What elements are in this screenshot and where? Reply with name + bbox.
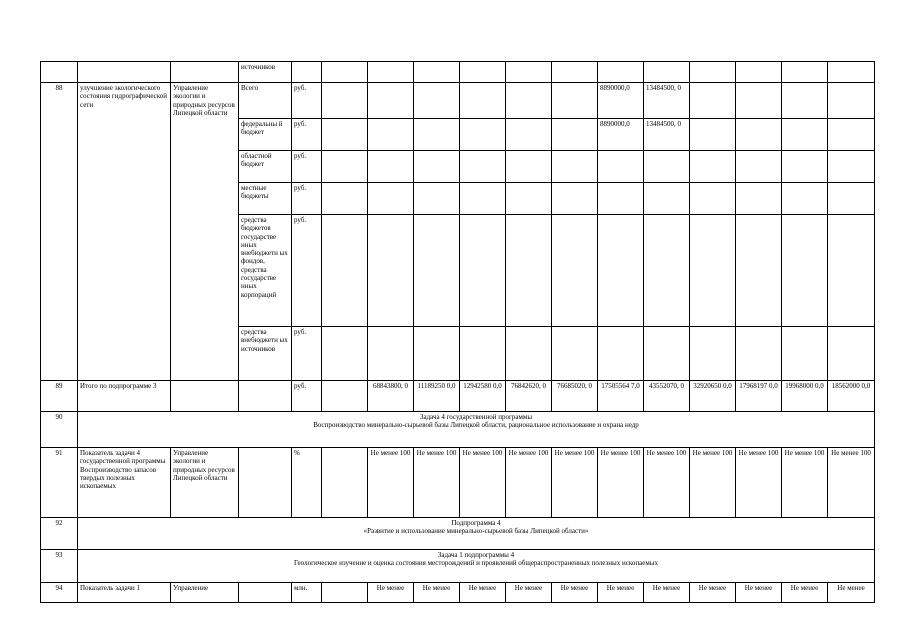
table-cell	[171, 381, 239, 412]
table-cell	[552, 327, 598, 381]
value-cell: 17968197 0,0	[736, 381, 782, 412]
table-cell	[414, 183, 460, 215]
value-cell	[598, 215, 644, 327]
table-cell	[41, 62, 78, 83]
value-cell	[644, 151, 690, 183]
table-cell	[414, 151, 460, 183]
unit: руб.	[292, 327, 322, 381]
table-cell	[414, 215, 460, 327]
table-cell	[828, 119, 875, 151]
value-cell	[598, 327, 644, 381]
value-cell: Не менее	[736, 583, 782, 603]
table-row	[41, 583, 875, 603]
row-number: 89	[41, 381, 78, 412]
value-cell: Не менее 100	[368, 448, 414, 518]
measure-name: Итого по подпрограмме 3	[78, 381, 171, 412]
value-cell: Не менее 100	[414, 448, 460, 518]
value-cell: 13484500, 0	[644, 83, 690, 119]
table-cell	[598, 62, 644, 83]
table-cell	[782, 119, 828, 151]
table-cell	[690, 183, 736, 215]
table-cell	[690, 62, 736, 83]
table-row	[41, 412, 875, 448]
row-number: 92	[41, 518, 78, 550]
value-cell: 76685020, 0	[552, 381, 598, 412]
value-cell: Не менее	[552, 583, 598, 603]
task-header	[78, 412, 875, 448]
value-cell: Не менее	[414, 583, 460, 603]
table-cell	[460, 119, 506, 151]
table-cell	[690, 119, 736, 151]
value-cell: Не менее	[782, 583, 828, 603]
value-cell: Не менее 100	[460, 448, 506, 518]
table-cell	[239, 381, 292, 412]
value-cell: 12942580 0,0	[460, 381, 506, 412]
table-cell	[736, 62, 782, 83]
table-row	[41, 518, 875, 550]
source-label: Всего	[239, 83, 292, 119]
table-cell	[368, 151, 414, 183]
value-cell: 68843800, 0	[368, 381, 414, 412]
table-cell	[506, 62, 552, 83]
table-cell	[736, 183, 782, 215]
executor: Управление экологии и природных ресурсов Липецкой области	[171, 448, 239, 518]
value-cell: Не менее 100	[552, 448, 598, 518]
unit: руб.	[292, 381, 322, 412]
table-cell	[506, 119, 552, 151]
table-cell	[414, 83, 460, 119]
table-cell	[506, 215, 552, 327]
table-cell	[368, 183, 414, 215]
value-cell: 11189250 0,0	[414, 381, 460, 412]
value-cell: 76842620, 0	[506, 381, 552, 412]
table-cell	[782, 83, 828, 119]
value-cell: 43552070, 0	[644, 381, 690, 412]
unit: %	[292, 448, 322, 518]
table-cell	[460, 183, 506, 215]
subprogram-header	[78, 518, 875, 550]
task-subtitle: Геологическое изучение и оценка состояния месторождений и проявлений общераспространенных полезных ископаемых	[294, 559, 658, 568]
executor: Управление экологии и природных ресурсов Липецкой области	[171, 83, 239, 381]
table-cell	[736, 215, 782, 327]
value-cell: 8890000,0	[598, 83, 644, 119]
value-cell: Не менее	[598, 583, 644, 603]
row-number: 90	[41, 412, 78, 448]
table-cell	[322, 381, 368, 412]
table-cell	[322, 327, 368, 381]
source-label: средства бюджетов государстве нных внебюджетн ых фондов, средства государстве нных корпораций	[239, 215, 292, 327]
table-cell	[78, 62, 171, 83]
table-cell	[322, 183, 368, 215]
value-cell: Не менее	[644, 583, 690, 603]
executor: Управление	[171, 583, 239, 603]
value-cell: Не менее	[506, 583, 552, 603]
table-cell	[322, 215, 368, 327]
unit: руб.	[292, 183, 322, 215]
measure-name: Показатель задачи 4 государственной программы Воспроизводство запасов твердых полезных ископаемых	[78, 448, 171, 518]
table-cell	[368, 327, 414, 381]
table-cell	[414, 62, 460, 83]
table-cell	[736, 119, 782, 151]
row-number: 93	[41, 550, 78, 583]
value-cell: 18562000 0,0	[828, 381, 875, 412]
value-cell	[644, 327, 690, 381]
value-cell	[598, 183, 644, 215]
value-cell: 17505564 7,0	[598, 381, 644, 412]
table-cell	[552, 83, 598, 119]
table-cell	[460, 83, 506, 119]
subprogram-title: Подпрограмма 4	[451, 519, 501, 527]
table-row	[41, 62, 875, 83]
value-cell: Не менее 100	[782, 448, 828, 518]
table-cell	[322, 119, 368, 151]
table-cell	[828, 327, 875, 381]
value-cell: Не менее	[690, 583, 736, 603]
table-cell	[414, 119, 460, 151]
value-cell: Не менее 100	[644, 448, 690, 518]
table-cell	[460, 327, 506, 381]
table-cell	[506, 83, 552, 119]
budget-table	[40, 61, 875, 603]
table-cell	[368, 215, 414, 327]
value-cell: 13484500, 0	[644, 119, 690, 151]
value-cell: Не менее 100	[828, 448, 875, 518]
table-cell	[322, 583, 368, 603]
row-number: 91	[41, 448, 78, 518]
table-cell	[828, 62, 875, 83]
table-cell	[506, 151, 552, 183]
task-title: Задача 4 государственной программы	[419, 413, 533, 421]
table-cell	[690, 327, 736, 381]
table-row	[41, 448, 875, 518]
task-header	[78, 550, 875, 583]
table-cell	[828, 215, 875, 327]
unit: руб.	[292, 83, 322, 119]
table-cell	[239, 448, 292, 518]
task-title: Задача 1 подпрограммы 4	[437, 551, 515, 559]
source-label: местные бюджеты	[239, 183, 292, 215]
table-cell	[552, 119, 598, 151]
table-cell	[171, 62, 239, 83]
value-cell: Не менее 100	[506, 448, 552, 518]
table-cell	[828, 151, 875, 183]
table-cell	[414, 327, 460, 381]
table-cell	[828, 83, 875, 119]
value-cell: Не менее 100	[690, 448, 736, 518]
measure-name: Показатель задачи 1	[78, 583, 171, 603]
value-cell: 19968000 0,0	[782, 381, 828, 412]
source-label: федеральны й бюджет	[239, 119, 292, 151]
table-cell	[322, 62, 368, 83]
table-cell	[552, 215, 598, 327]
table-cell	[460, 215, 506, 327]
table-cell	[552, 183, 598, 215]
value-cell	[644, 215, 690, 327]
row-number: 94	[41, 583, 78, 603]
table-cell	[782, 183, 828, 215]
table-cell	[828, 183, 875, 215]
value-cell: 8890000,0	[598, 119, 644, 151]
table-row	[41, 550, 875, 583]
unit: млн.	[292, 583, 322, 603]
table-row	[41, 83, 875, 119]
table-cell	[322, 83, 368, 119]
value-cell	[598, 151, 644, 183]
unit: руб.	[292, 215, 322, 327]
value-cell: Не менее	[828, 583, 875, 603]
table-cell	[368, 119, 414, 151]
source-label: источников	[239, 62, 292, 83]
value-cell: Не менее	[368, 583, 414, 603]
table-cell	[506, 183, 552, 215]
table-cell	[690, 151, 736, 183]
source-label: средства внебюджетн ых источников	[239, 327, 292, 381]
table-cell	[322, 448, 368, 518]
row-number: 88	[41, 83, 78, 381]
table-cell	[782, 62, 828, 83]
table-cell	[736, 151, 782, 183]
subprogram-subtitle: «Развитие и использование минерально-сырьевой базы Липецкой области»	[363, 527, 589, 536]
table-cell	[460, 62, 506, 83]
source-label: областной бюджет	[239, 151, 292, 183]
table-cell	[736, 327, 782, 381]
value-cell: 32920650 0,0	[690, 381, 736, 412]
table-cell	[552, 62, 598, 83]
measure-name: улучшение экологического состояния гидрографической сети	[78, 83, 171, 381]
table-cell	[292, 62, 322, 83]
value-cell	[644, 183, 690, 215]
table-cell	[690, 215, 736, 327]
unit: руб.	[292, 151, 322, 183]
table-cell	[782, 215, 828, 327]
table-cell	[644, 62, 690, 83]
table-cell	[690, 83, 736, 119]
table-cell	[322, 151, 368, 183]
value-cell: Не менее 100	[736, 448, 782, 518]
table-cell	[506, 327, 552, 381]
table-cell	[239, 583, 292, 603]
table-cell	[368, 62, 414, 83]
value-cell: Не менее	[460, 583, 506, 603]
unit: руб.	[292, 119, 322, 151]
table-cell	[782, 151, 828, 183]
table-cell	[368, 83, 414, 119]
value-cell: Не менее 100	[598, 448, 644, 518]
table-cell	[552, 151, 598, 183]
table-row	[41, 381, 875, 412]
table-cell	[736, 83, 782, 119]
table-cell	[782, 327, 828, 381]
task-subtitle: Воспроизводство минерально-сырьевой базы Липецкой области, рациональное использование и охрана недр	[313, 421, 639, 430]
table-cell	[460, 151, 506, 183]
